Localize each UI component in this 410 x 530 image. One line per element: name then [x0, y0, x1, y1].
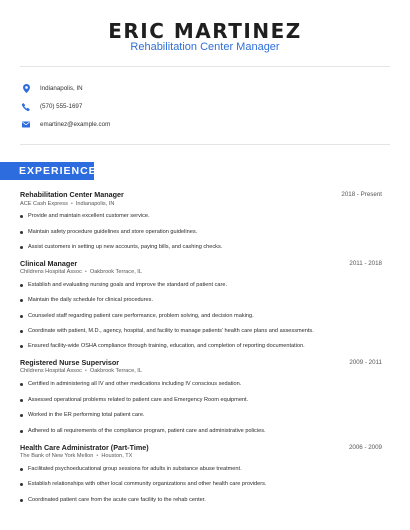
- contact-phone: [22, 102, 82, 111]
- job-title: Clinical Manager: [20, 259, 78, 268]
- job-bullet: Coordinate with patient, M.D., agency, hospital, and facility to manage patients' health care plans and assessments.: [20, 328, 314, 334]
- phone-icon: [22, 102, 30, 111]
- job-bullet: Maintain safety procedure guidelines and store operation guidelines.: [20, 229, 197, 235]
- job-org: ACE Cash Express • Indianapolis, IN: [20, 201, 115, 207]
- job-org: Childrens Hospital Assoc • Oakbrook Terrace, IL: [20, 269, 142, 275]
- job-bullet: Adhered to all requirements of the compliance program, patient care and administrative policies.: [20, 428, 266, 434]
- location-text: Indianapolis, IN: [40, 85, 83, 92]
- job-location: Oakbrook Terrace, IL: [89, 368, 142, 374]
- job-bullet: Ensured facility-wide OSHA compliance through training, education, and completion of reporting documentation.: [20, 343, 305, 349]
- job-bullet: Provide and maintain excellent customer service.: [20, 213, 150, 219]
- phone-text: (570) 555-1697: [40, 103, 83, 110]
- job-bullet: Assist customers in setting up new accounts, paying bills, and cashing checks.: [20, 244, 222, 250]
- job-location: Houston, TX: [101, 453, 133, 459]
- header-divider: [20, 66, 390, 67]
- experience-heading: EXPERIENCE: [0, 162, 94, 180]
- job-org: Childrens Hospital Assoc • Oakbrook Terrace, IL: [20, 368, 142, 374]
- job-dates: 2018 - Present: [341, 191, 382, 198]
- email-text[interactable]: emartinez@example.com: [40, 121, 111, 128]
- email-icon: [22, 120, 30, 129]
- map-pin-icon: [22, 84, 30, 93]
- job-bullet: Counseled staff regarding patient care performance, problem solving, and decision making.: [20, 313, 254, 319]
- candidate-name: ERIC MARTINEZ: [108, 19, 302, 43]
- job-location: Indianapolis, IN: [75, 201, 115, 207]
- job-bullet: Certified in administering all IV and other medications including IV conscious sedation.: [20, 381, 241, 387]
- job-dates: 2006 - 2009: [348, 444, 382, 451]
- job-bullet: Maintain the daily schedule for clinical procedures.: [20, 297, 153, 303]
- job-dates: 2011 - 2018: [349, 260, 382, 267]
- job-bullet: Assessed operational problems related to patient care and Emergency Room equipment.: [20, 397, 248, 403]
- job-company: Childrens Hospital Assoc: [20, 269, 82, 275]
- job-location: Oakbrook Terrace, IL: [89, 269, 142, 275]
- contact-email[interactable]: [22, 120, 110, 129]
- job-title: Registered Nurse Supervisor: [20, 358, 120, 367]
- job-company: The Bank of New York Mellon: [20, 453, 94, 459]
- job-title: Health Care Administrator (Part-Time): [20, 443, 149, 452]
- job-bullet: Establish relationships with other local community organizations and other health care providers.: [20, 481, 266, 487]
- job-company: Childrens Hospital Assoc: [20, 368, 82, 374]
- job-bullet: Worked in the ER performing total patient care.: [20, 412, 145, 418]
- job-bullet: Facilitated psychoeducational group sessions for adults in substance abuse treatment.: [20, 466, 242, 472]
- job-dates: 2009 - 2011: [349, 359, 382, 366]
- job-org: The Bank of New York Mellon • Houston, TX: [20, 453, 133, 459]
- contact-divider: [20, 144, 390, 145]
- job-title: Rehabilitation Center Manager: [20, 190, 124, 199]
- contact-location: [22, 84, 83, 93]
- job-bullet: Coordinated patient care from the acute care facility to the rehab center.: [20, 497, 206, 503]
- candidate-title: Rehabilitation Center Manager: [130, 41, 280, 53]
- job-bullet: Establish and evaluating nursing goals and improve the standard of patient care.: [20, 282, 227, 288]
- job-company: ACE Cash Express: [20, 201, 68, 207]
